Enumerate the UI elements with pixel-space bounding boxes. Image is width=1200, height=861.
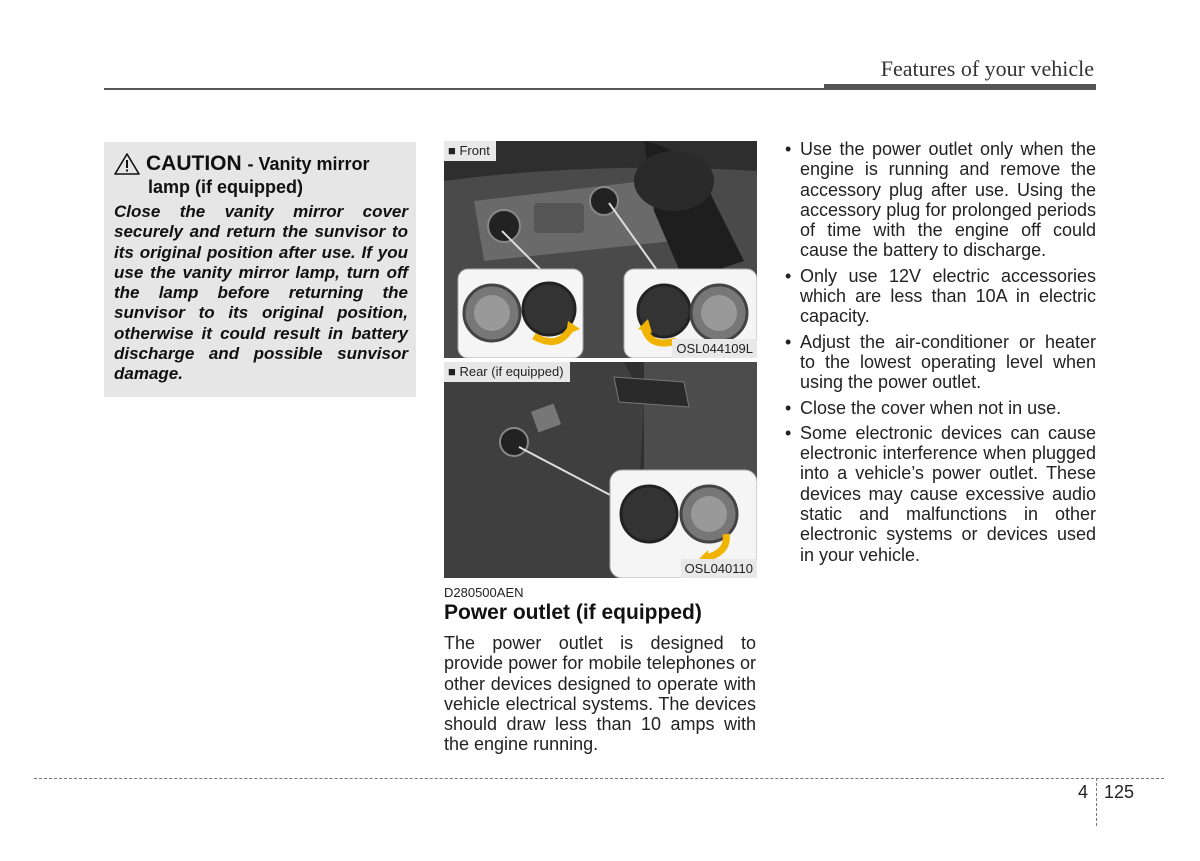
bullet-item: • Adjust the air-conditioner or heater to the lowest operating level when using the power outlet. — [784, 332, 1096, 393]
figure-tag-rear: ■ Rear (if equipped) — [444, 362, 570, 382]
page-number: 125 — [1104, 782, 1135, 802]
caution-heading — [114, 152, 408, 176]
figure-tag-front: ■ Front — [444, 141, 496, 161]
rear-outlet-photo — [444, 362, 757, 578]
figure-code-front: OSL044109L — [672, 339, 757, 358]
bullet-item: • Close the cover when not in use. — [784, 398, 1096, 418]
header-rule-accent — [824, 84, 1096, 90]
figure-code-rear: OSL040110 — [681, 559, 757, 578]
caution-body: Close the vanity mirror cover securely and return the sunvisor to its original position after use. If you use the vanity mirror lamp, turn off the lamp before returning the sunvisor to its original position, otherwise it could result in battery discharge and possible sunvisor damage. — [114, 202, 408, 384]
footer-rule — [34, 778, 1164, 779]
section-code: D280500AEN — [444, 585, 524, 600]
section-title: Power outlet (if equipped) — [444, 601, 702, 624]
front-outlet-photo — [444, 141, 757, 358]
caution-subtitle: - Vanity mirror — [247, 154, 370, 174]
front-outlet-illustration — [444, 141, 757, 358]
rear-outlet-illustration — [444, 362, 757, 578]
caution-box — [104, 142, 416, 397]
bullet-item: • Only use 12V electric accessories which are less than 10A in electric capacity. — [784, 266, 1096, 327]
chapter-number: 4 — [1078, 782, 1089, 802]
section-body: The power outlet is designed to provide power for mobile telephones or other devices designed to operate with vehicle electrical systems. The devices should draw less than 10 amps with the engine running. — [444, 633, 756, 755]
footer-divider — [1096, 778, 1097, 826]
bullet-item: • Use the power outlet only when the engine is running and remove the accessory plug after use. Using the accessory plug for prolonged periods of time with the engine off could cause the battery to discharge. — [784, 139, 1096, 261]
warning-triangle-icon — [114, 153, 140, 175]
page-header-title: Features of your vehicle — [880, 56, 1094, 81]
bullet-list — [784, 139, 1096, 570]
caution-subtitle-line2: lamp (if equipped) — [148, 177, 303, 197]
caution-label: CAUTION — [146, 152, 242, 175]
bullet-item: • Some electronic devices can cause electronic interference when plugged into a vehicle’s power outlet. These devices may cause excessive audio static and malfunctions in other electronic systems or devices used in your vehicle. — [784, 423, 1096, 565]
header-rule — [104, 88, 824, 90]
